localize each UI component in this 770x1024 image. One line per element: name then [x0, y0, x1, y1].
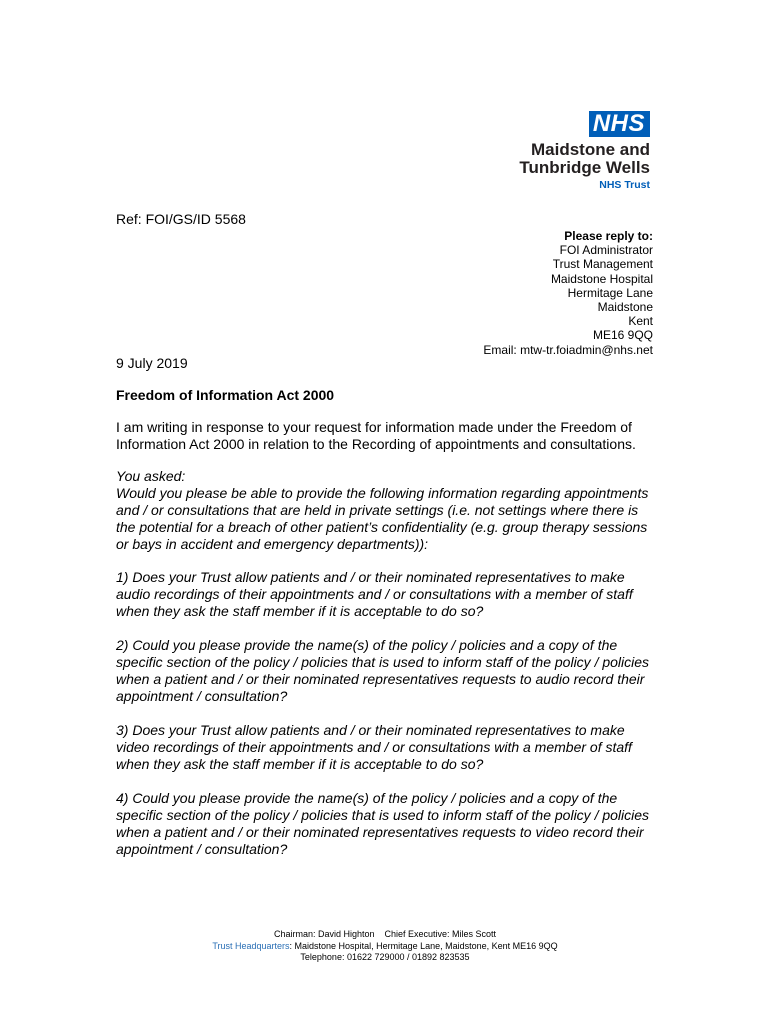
question-1: 1) Does your Trust allow patients and / or their nominated representatives to make audio recordings of their appointments and / or consultations with a member of staff when they ask the staff member if it is acceptable to do so?	[116, 569, 633, 619]
reply-line: Maidstone	[597, 300, 653, 315]
org-name-line-1: Maidstone and	[530, 140, 650, 159]
reply-to-address	[483, 229, 653, 357]
reply-line: FOI Administrator	[559, 243, 653, 258]
reply-line: Trust Management	[552, 257, 653, 272]
reference-number: Ref: FOI/GS/ID 5568	[116, 211, 246, 227]
footer-chief-executive: Chief Executive: Miles Scott	[384, 929, 497, 939]
asked-text: Would you please be able to provide the following information regarding appointments and / or consultations that are held in private settings (i.e. not settings where there is the potential for a breach of other patient’s confidentiality (e.g. group therapy sessions or bays in accident and emergency departments)):	[116, 485, 649, 552]
letter-footer	[0, 929, 770, 964]
reply-line: ME16 9QQ	[592, 328, 653, 343]
org-name-line-3: NHS Trust	[599, 179, 650, 191]
intro-paragraph: I am writing in response to your request for information made under the Freedom of Information Act 2000 in relation to the Recording of appointments and consultations.	[116, 419, 636, 452]
nhs-trust-logo	[510, 111, 650, 191]
question-3: 3) Does your Trust allow patients and / or their nominated representatives to make video recordings of their appointments and / or consultations with a member of staff when they ask the staff member if it is acceptable to do so?	[116, 722, 632, 772]
footer-hq-label: Trust Headquarters	[212, 940, 290, 951]
letter-date: 9 July 2019	[116, 355, 188, 371]
letter-body	[116, 387, 656, 875]
footer-chairman: Chairman: David Highton	[273, 929, 375, 939]
footer-line-2	[0, 941, 770, 953]
request-text	[116, 468, 656, 553]
reply-email: Email: mtw-tr.foiadmin@nhs.net	[483, 342, 653, 357]
letter-heading: Freedom of Information Act 2000	[116, 387, 335, 403]
org-name-line-2: Tunbridge Wells	[519, 158, 650, 177]
footer-telephone: Telephone: 01622 729000 / 01892 823535	[300, 952, 470, 962]
reply-line: Kent	[628, 314, 653, 329]
reply-line: Maidstone Hospital	[550, 271, 653, 286]
footer-hq-address: : Maidstone Hospital, Hermitage Lane, Maidstone, Kent ME16 9QQ	[289, 940, 558, 951]
reply-to-heading: Please reply to:	[564, 229, 653, 243]
asked-label: You asked:	[116, 468, 186, 484]
question-2: 2) Could you please provide the name(s) of the policy / policies and a copy of the specific section of the policy / policies that is used to inform staff of the policy / policies when a patient and / or their nominated representatives requests to audio record their appointment / consultation?	[116, 637, 650, 704]
nhs-badge: NHS	[589, 111, 650, 137]
reply-line: Hermitage Lane	[567, 285, 653, 300]
question-4: 4) Could you please provide the name(s) of the policy / policies and a copy of the specific section of the policy / policies that is used to inform staff of the policy / policies when a patient and / or their nominated representatives requests to video record their appointment / consultation?	[116, 790, 650, 857]
footer-line-1	[0, 929, 770, 941]
